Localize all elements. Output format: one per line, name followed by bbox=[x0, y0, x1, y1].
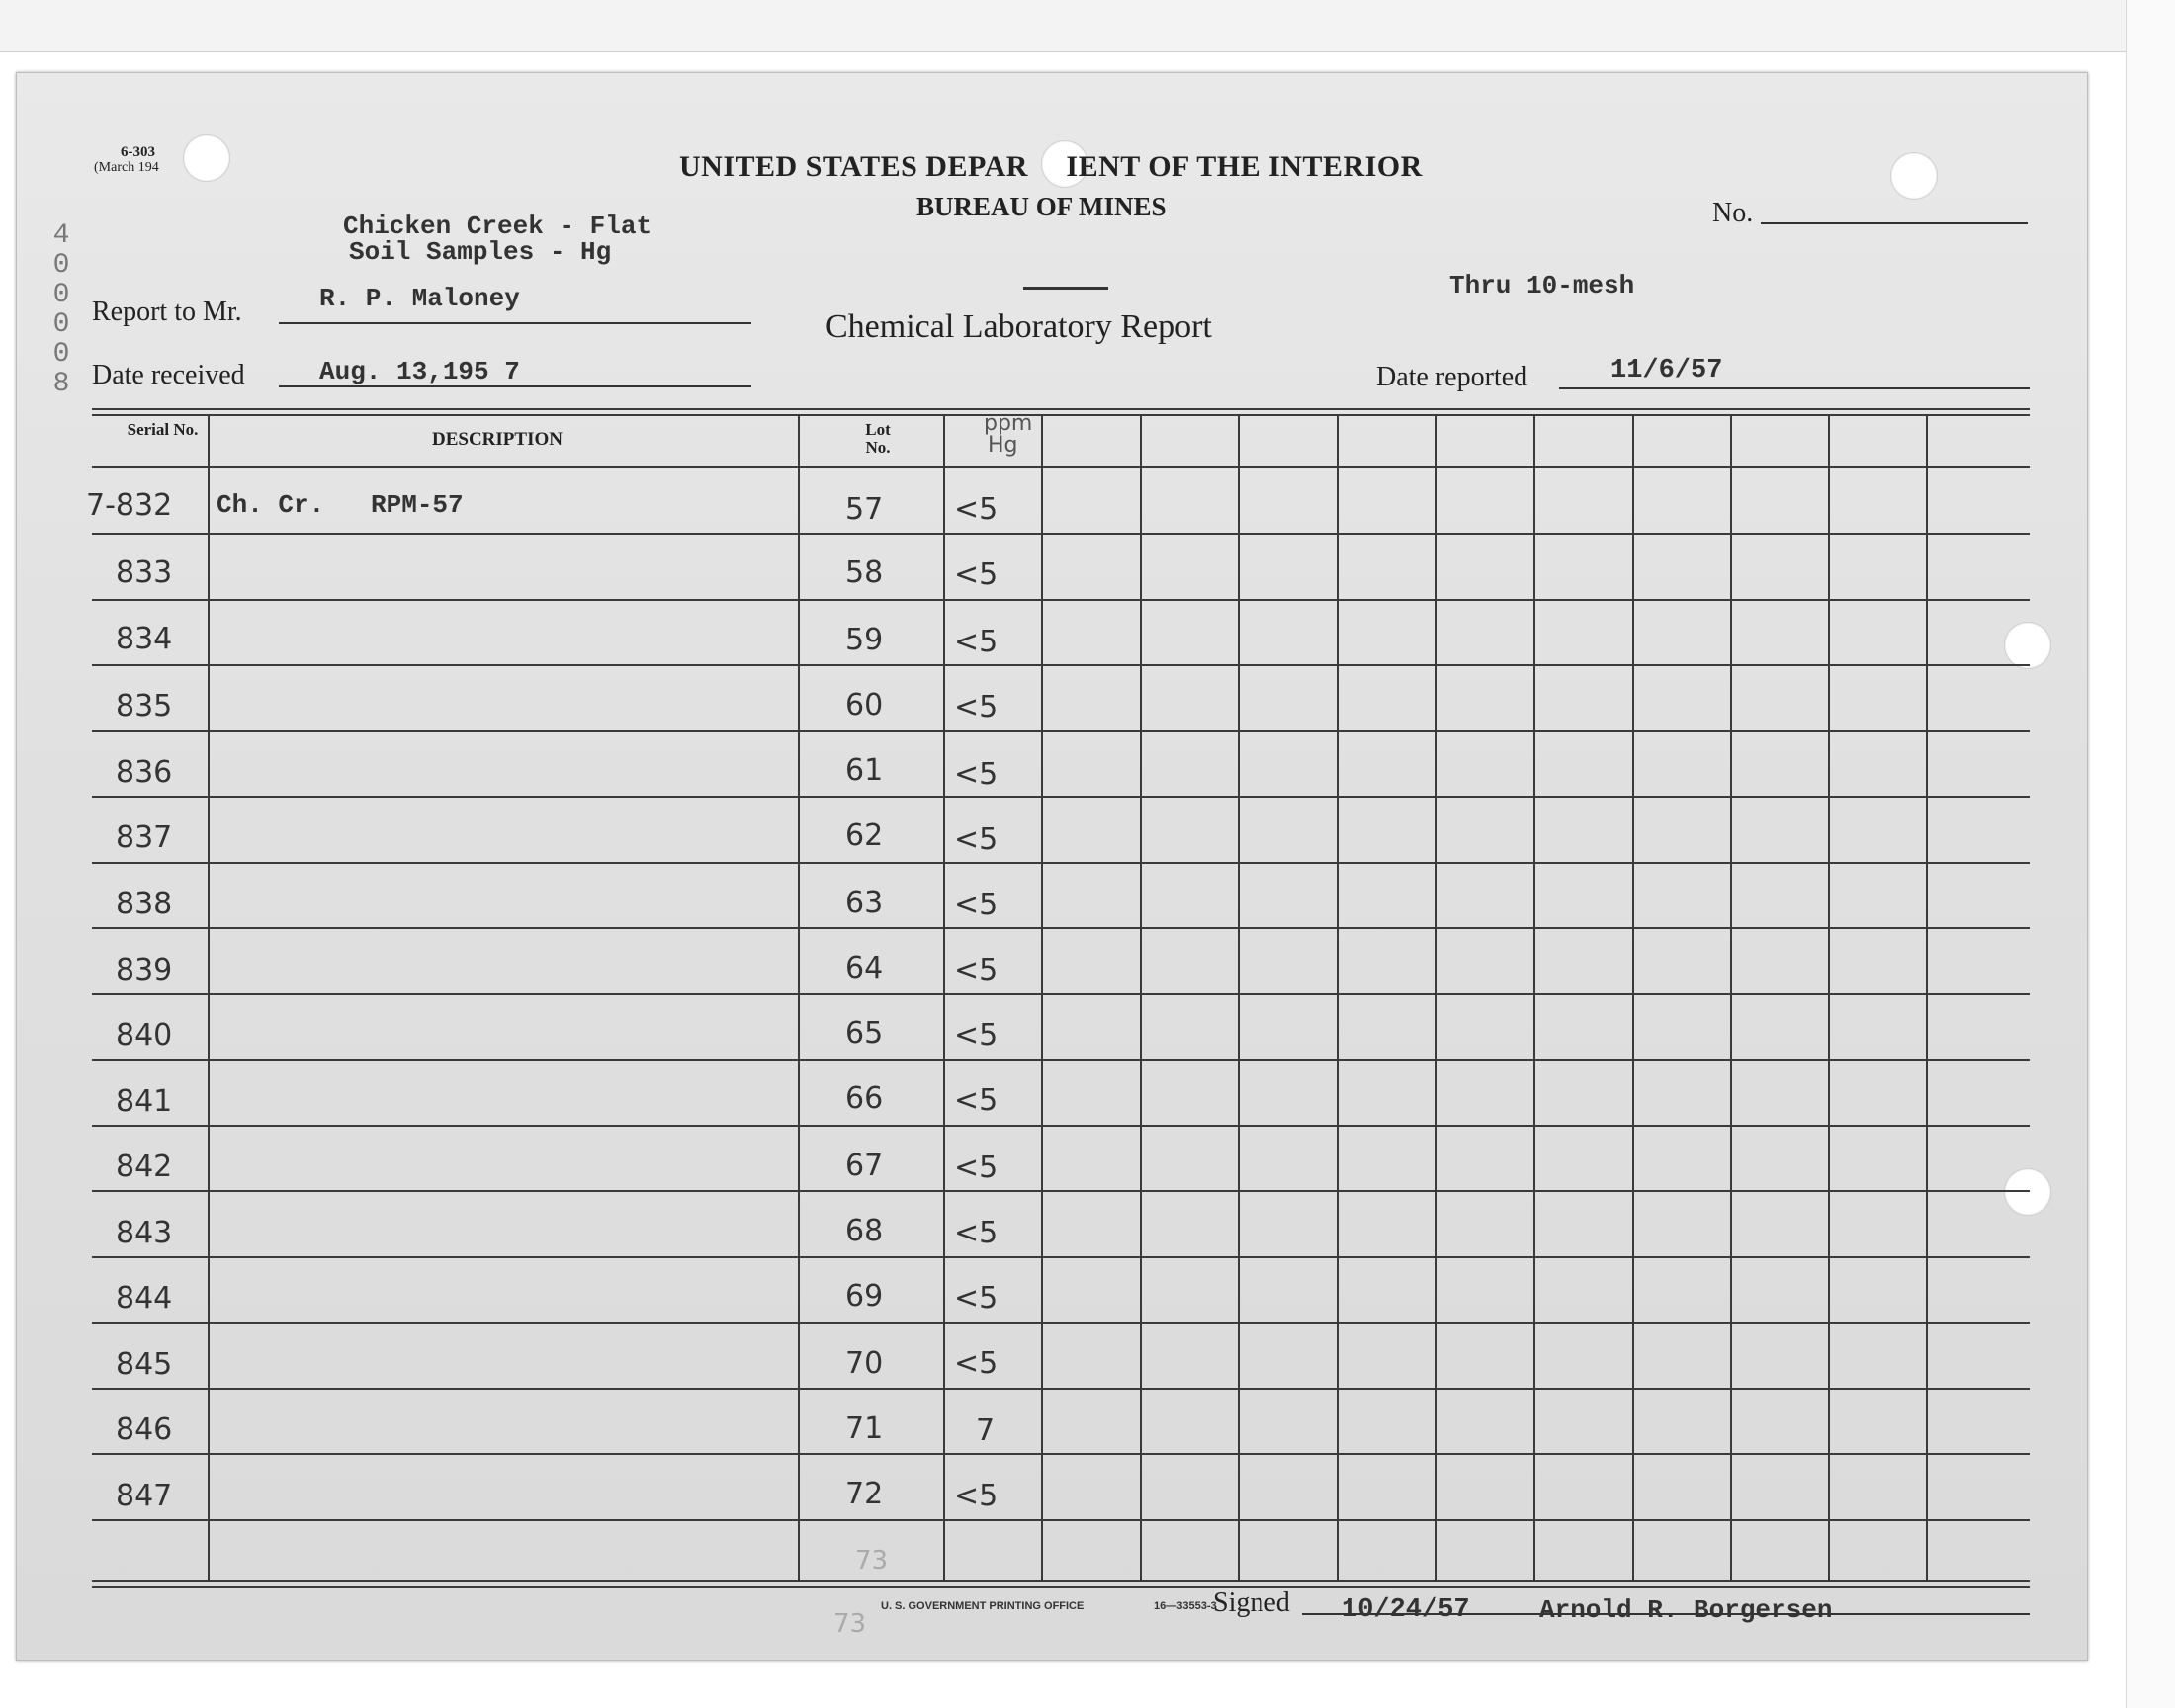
column-divider bbox=[208, 416, 210, 1580]
row-line bbox=[92, 862, 2030, 864]
column-divider bbox=[1828, 416, 1830, 1580]
lot-cell: 60 bbox=[845, 688, 884, 723]
ppm-cell: <5 bbox=[954, 1151, 999, 1185]
ppm-cell: <5 bbox=[954, 1216, 999, 1250]
row-line bbox=[92, 1322, 2030, 1324]
serial-cell: 837 bbox=[116, 820, 173, 855]
row-line bbox=[92, 1256, 2030, 1258]
serial-cell: 833 bbox=[116, 555, 173, 590]
header-bottom-line bbox=[92, 466, 2030, 468]
date-received-value: Aug. 13,195 7 bbox=[319, 357, 520, 386]
serial-cell: 844 bbox=[116, 1281, 173, 1316]
lot-cell: 61 bbox=[845, 753, 884, 788]
faint-mark: 73 bbox=[855, 1546, 889, 1576]
row-line bbox=[92, 1190, 2030, 1192]
row-line bbox=[92, 993, 2030, 995]
ppm-cell: <5 bbox=[954, 822, 999, 857]
description-cell: Ch. Cr. RPM-57 bbox=[217, 490, 464, 520]
signed-label: Signed bbox=[1213, 1587, 1290, 1618]
column-divider bbox=[798, 416, 800, 1580]
column-divider bbox=[943, 416, 945, 1580]
punch-hole bbox=[183, 134, 230, 182]
side-stamp-number bbox=[46, 221, 76, 399]
scan-divider bbox=[0, 51, 2126, 52]
serial-cell: 847 bbox=[116, 1479, 173, 1513]
row-line bbox=[92, 796, 2030, 798]
row-line bbox=[92, 599, 2030, 601]
ppm-header bbox=[984, 413, 1032, 457]
lot-cell: 62 bbox=[845, 818, 884, 853]
row-line bbox=[92, 730, 2030, 732]
ppm-cell: <5 bbox=[954, 625, 999, 659]
ppm-cell: <5 bbox=[954, 1346, 999, 1381]
row-line bbox=[92, 664, 2030, 666]
lot-cell: 57 bbox=[845, 492, 884, 527]
row-line bbox=[92, 1453, 2030, 1455]
column-divider bbox=[1436, 416, 1437, 1580]
ppm-cell: <5 bbox=[954, 492, 999, 527]
lot-cell: 69 bbox=[845, 1279, 884, 1314]
heading-divider bbox=[1023, 287, 1108, 290]
mesh-note: Thru 10-mesh bbox=[1449, 271, 1635, 300]
column-divider bbox=[1041, 416, 1043, 1580]
serial-cell: 842 bbox=[116, 1150, 173, 1184]
lot-cell: 71 bbox=[845, 1411, 884, 1446]
ppm-cell: <5 bbox=[954, 557, 999, 592]
signed-name: Arnold R. Borgersen bbox=[1539, 1595, 1833, 1625]
column-divider bbox=[1533, 416, 1535, 1580]
ppm-cell: <5 bbox=[954, 953, 999, 987]
row-line bbox=[92, 1125, 2030, 1127]
report-to-label: Report to Mr. bbox=[92, 297, 242, 327]
lot-cell: 58 bbox=[845, 555, 884, 590]
side-stamp-digits: 00008 bbox=[52, 250, 70, 399]
punch-hole bbox=[2004, 1168, 2051, 1216]
row-line bbox=[92, 1059, 2030, 1061]
description-header: DESCRIPTION bbox=[432, 429, 563, 450]
row-line bbox=[92, 1519, 2030, 1521]
column-divider bbox=[1238, 416, 1240, 1580]
serial-header: Serial No. bbox=[127, 420, 199, 439]
project-line-1: Chicken Creek - Flat bbox=[343, 212, 652, 241]
lot-cell: 68 bbox=[845, 1214, 884, 1248]
serial-cell: 839 bbox=[116, 953, 173, 987]
date-reported-label: Date reported bbox=[1376, 362, 1528, 392]
report-title: Chemical Laboratory Report bbox=[826, 308, 1212, 345]
scan-background-top bbox=[0, 0, 2126, 52]
lab-report-sheet bbox=[16, 72, 2088, 1661]
lot-cell: 72 bbox=[845, 1477, 884, 1511]
serial-cell: 840 bbox=[116, 1018, 173, 1053]
punch-hole bbox=[1890, 152, 1938, 200]
ppm-cell: <5 bbox=[954, 690, 999, 725]
table-top-border bbox=[92, 408, 2030, 410]
column-divider bbox=[1632, 416, 1634, 1580]
column-divider bbox=[1337, 416, 1339, 1580]
signed-date: 10/24/57 bbox=[1342, 1595, 1470, 1625]
side-stamp-digit: 4 bbox=[52, 220, 70, 251]
lot-cell: 63 bbox=[845, 886, 884, 920]
lot-cell: 64 bbox=[845, 951, 884, 985]
serial-cell: 846 bbox=[116, 1412, 173, 1447]
ppm-header-element: Hg bbox=[988, 433, 1018, 458]
agency-heading: UNITED STATES DEPAR IENT OF THE INTERIOR bbox=[679, 150, 1423, 183]
serial-cell: 838 bbox=[116, 887, 173, 921]
column-divider bbox=[1730, 416, 1732, 1580]
date-reported-value: 11/6/57 bbox=[1610, 356, 1723, 385]
date-reported-line bbox=[1559, 387, 2030, 389]
serial-cell: 834 bbox=[116, 622, 173, 656]
ppm-cell: 7 bbox=[976, 1413, 996, 1448]
lot-cell: 66 bbox=[845, 1081, 884, 1116]
lot-cell: 59 bbox=[845, 623, 884, 657]
no-field-line bbox=[1761, 222, 2028, 224]
serial-cell: 843 bbox=[116, 1216, 173, 1250]
faint-mark: 73 bbox=[833, 1609, 867, 1639]
ppm-cell: <5 bbox=[954, 1083, 999, 1118]
printing-office-credit: U. S. GOVERNMENT PRINTING OFFICE bbox=[881, 1600, 1085, 1612]
lot-cell: 67 bbox=[845, 1149, 884, 1183]
serial-cell: 836 bbox=[116, 755, 173, 790]
table-bottom-border bbox=[92, 1586, 2030, 1588]
ppm-cell: <5 bbox=[954, 888, 999, 922]
lot-header: Lot No. bbox=[865, 420, 891, 457]
scan-background-right bbox=[2126, 0, 2175, 1708]
date-received-label: Date received bbox=[92, 360, 245, 390]
lot-cell: 65 bbox=[845, 1016, 884, 1051]
column-divider bbox=[1140, 416, 1142, 1580]
form-date: (March 194 bbox=[94, 160, 159, 175]
ppm-cell: <5 bbox=[954, 1018, 999, 1053]
form-number: 6-303 bbox=[121, 144, 155, 160]
serial-cell: 841 bbox=[116, 1084, 173, 1119]
table-top-border bbox=[92, 414, 2030, 416]
project-line-2: Soil Samples - Hg bbox=[349, 237, 612, 267]
printing-office-code: 16—33553-3 bbox=[1154, 1600, 1217, 1612]
punch-hole bbox=[2004, 622, 2051, 669]
serial-cell: 7-832 bbox=[86, 488, 173, 523]
report-to-value: R. P. Maloney bbox=[319, 284, 520, 313]
lot-cell: 70 bbox=[845, 1346, 884, 1381]
ppm-cell: <5 bbox=[954, 757, 999, 792]
ppm-cell: <5 bbox=[954, 1479, 999, 1513]
bureau-heading: BUREAU OF MINES bbox=[916, 192, 1167, 221]
column-divider bbox=[1926, 416, 1928, 1580]
serial-cell: 835 bbox=[116, 689, 173, 724]
report-to-line bbox=[279, 322, 751, 324]
ppm-header-unit: ppm bbox=[984, 411, 1033, 436]
table-bottom-border bbox=[92, 1580, 2030, 1582]
row-line bbox=[92, 927, 2030, 929]
ppm-cell: <5 bbox=[954, 1281, 999, 1316]
no-label: No. bbox=[1712, 198, 1754, 228]
row-line bbox=[92, 533, 2030, 535]
row-line bbox=[92, 1388, 2030, 1390]
serial-cell: 845 bbox=[116, 1347, 173, 1382]
